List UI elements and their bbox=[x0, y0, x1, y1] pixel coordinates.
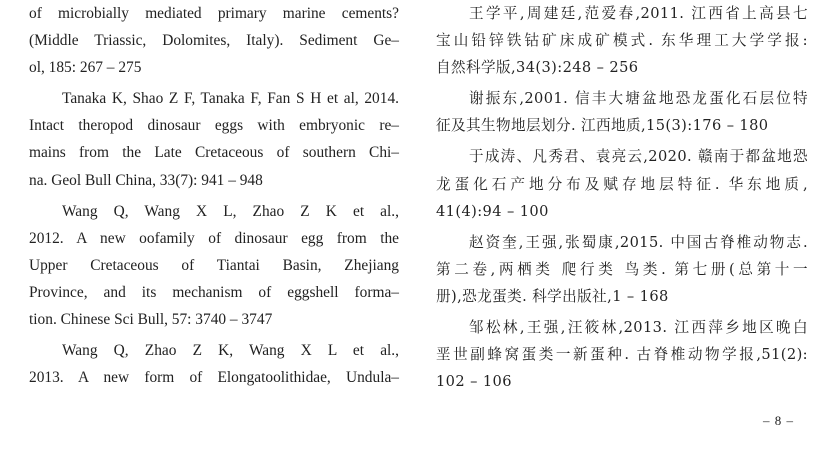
reference-entry bbox=[29, 198, 399, 333]
reference-line: 垩世副蜂窝蛋类一新蛋种. 古脊椎动物学报,51(2): bbox=[436, 346, 808, 364]
reference-line: 自然科学版,34(3):248 – 256 bbox=[436, 59, 639, 77]
left-column-references bbox=[29, 0, 399, 391]
page-number: – 8 – bbox=[763, 413, 794, 428]
reference-line: 102 – 106 bbox=[436, 373, 512, 391]
reference-line: mains from the Late Cretaceous of southern Chi– bbox=[29, 144, 399, 162]
reference-line: 第二卷,两栖类 爬行类 鸟类. 第七册(总第十一 bbox=[436, 260, 808, 278]
reference-line: 宝山铅锌铁钴矿床成矿模式. 东华理工大学学报: bbox=[436, 32, 808, 50]
reference-line: 征及其生物地层划分. 江西地质,15(3):176 – 180 bbox=[436, 117, 769, 135]
reference-line: 王学平,周建廷,范爱春,2011. 江西省上高县七 bbox=[469, 5, 808, 22]
reference-line: Upper Cretaceous of Tiantai Basin, Zhejiang bbox=[29, 256, 399, 274]
reference-line: na. Geol Bull China, 33(7): 941 – 948 bbox=[29, 171, 263, 189]
reference-line: of microbially mediated primary marine cements? bbox=[29, 5, 399, 22]
reference-entry bbox=[436, 314, 808, 395]
reference-line: 龙蛋化石产地分布及赋存地层特征. 华东地质, bbox=[436, 175, 808, 193]
reference-line: Province, and its mechanism of eggshell forma– bbox=[29, 283, 399, 301]
reference-line: 谢振东,2001. 信丰大塘盆地恐龙蛋化石层位特 bbox=[469, 90, 808, 108]
reference-entry bbox=[29, 0, 399, 81]
reference-line: tion. Chinese Sci Bull, 57: 3740 – 3747 bbox=[29, 311, 273, 329]
reference-entry bbox=[29, 337, 399, 391]
reference-line: ol, 185: 267 – 275 bbox=[29, 59, 142, 77]
reference-entry bbox=[436, 0, 808, 81]
reference-line: 2013. A new form of Elongatoolithidae, Undula– bbox=[29, 369, 399, 387]
reference-line: 于成涛、凡秀君、袁亮云,2020. 赣南于都盆地恐 bbox=[469, 148, 808, 166]
reference-entry bbox=[436, 85, 808, 139]
reference-entry bbox=[436, 143, 808, 224]
reference-line: 册),恐龙蛋类. 科学出版社,1 – 168 bbox=[436, 287, 669, 305]
reference-line: 赵资奎,王强,张蜀康,2015. 中国古脊椎动物志. bbox=[469, 233, 808, 251]
reference-entry bbox=[436, 229, 808, 310]
reference-line: (Middle Triassic, Dolomites, Italy). Sediment Ge– bbox=[29, 32, 399, 50]
reference-line: Intact theropod dinosaur eggs with embryonic re– bbox=[29, 117, 399, 135]
reference-line: 邹松林,王强,汪筱林,2013. 江西萍乡地区晚白 bbox=[469, 319, 808, 337]
reference-line: Wang Q, Zhao Z K, Wang X L et al., bbox=[62, 342, 399, 360]
reference-entry bbox=[29, 85, 399, 193]
reference-line: 41(4):94 – 100 bbox=[436, 202, 549, 220]
reference-line: 2012. A new oofamily of dinosaur egg from the bbox=[29, 229, 399, 247]
reference-line: Wang Q, Wang X L, Zhao Z K et al., bbox=[62, 202, 399, 220]
right-column-references bbox=[436, 0, 808, 395]
reference-line: Tanaka K, Shao Z F, Tanaka F, Fan S H et al, 2014. bbox=[62, 90, 399, 108]
